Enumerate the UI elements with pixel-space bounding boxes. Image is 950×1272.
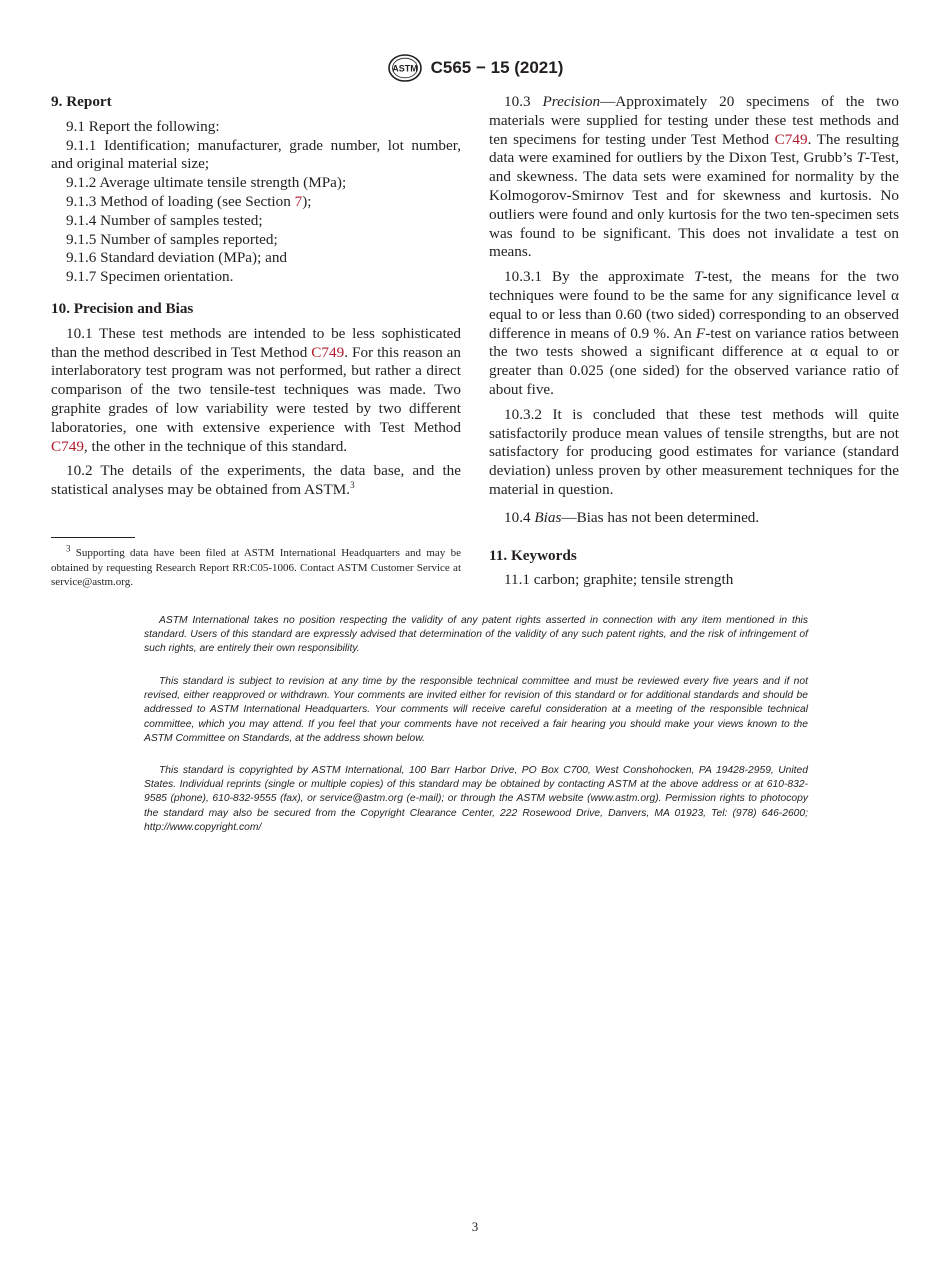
para-9-1-2: 9.1.2 Average ultimate tensile strength (MPa); <box>66 174 347 192</box>
footnote-number: 3 <box>66 543 71 554</box>
para-10-3-2: 10.3.2 It is concluded that these test methods will quite satisfactorily produce mean values of tensile strengths, but are not satisfactory for producing good estimates for variance (standard deviation) unless proven by other measurement techniques for the material in question. <box>489 405 899 498</box>
section-10-heading: 10. Precision and Bias <box>51 299 194 317</box>
para-10-3-1: 10.3.1 By the approximate T-test, the means for the two techniques were found to be the same for any significance level α equal to or less than 0.60 (two sided) corresponding to an observed difference in means of 0.9 %. An F-test on variance ratios between the two tests showed a significant difference at α equal to or greater than 0.025 (one sided) for the observed variance ratio of about five. <box>489 268 900 398</box>
section-9-heading: 9. Report <box>51 93 112 110</box>
right-column <box>489 93 899 590</box>
para-9-1-5: 9.1.5 Number of samples reported; <box>66 230 278 248</box>
para-9-1-6: 9.1.6 Standard deviation (MPa); and <box>66 249 288 267</box>
para-9-1-4: 9.1.4 Number of samples tested; <box>66 211 263 229</box>
para-9-1: 9.1 Report the following: <box>66 117 220 135</box>
footnote: $^3$ Supporting data have been filed at ASTM International Headquarters and may be obtained by requesting Research Report RR:C05-1006. Contact ASTM Customer Service at service@astm.org. <box>51 543 461 589</box>
para-9-1-3: 9.1.3 Method of loading (see Section 7); <box>66 192 312 210</box>
patent-notice: ASTM International takes no position respecting the validity of any patent rights asserted in connection with any item mentioned in this standard. Users of this standard are expressly advised that determination of the validity of any such patent rights, and the risk of infringement of such rights, are entirely their own responsibility. <box>144 615 808 655</box>
para-10-3: 10.3 Precision—Approximately 20 specimens of the two materials were supplied for testing under these test methods and ten specimens for testing under Test Method C749. The resulting data were examined for outliers by the Dixon Test, Grubb’s T-Test, and skewness. The data sets were examined for normality by the Kolmogorov-Smirnov Test and for skewness and kurtosis. No outliers were found and only kurtosis for the two ten-specimen sets was found to be significant. This does not invalidate a test on means. <box>489 93 900 261</box>
para-10-1: 10.1 These test methods are intended to be less sophisticated than the method described in Test Method C749. For this reason an interlaboratory test program was not performed, but rather a direct comparison of the two tensile-test techniques was made. Two graphite grades of low variability were tested by two different laboratories, one with extensive experience with Test Method C749, the other in the technique of this standard. <box>51 324 461 455</box>
para-9-1-7: 9.1.7 Specimen orientation. <box>66 268 234 286</box>
left-column <box>51 93 461 500</box>
para-11-1: 11.1 carbon; graphite; tensile strength <box>504 571 734 589</box>
para-9-1-1: 9.1.1 Identification; manufacturer, grade number, lot number, and original material size; <box>51 136 461 173</box>
logo-lettering: ASTM <box>391 63 418 74</box>
copyright-notice: This standard is copyrighted by ASTM International, 100 Barr Harbor Drive, PO Box C700, West Conshohocken, PA 19428-2959, United States. Individual reprints (single or multiple copies) of this standard may be obtained by contacting ASTM at the above address or at 610-832-9585 (phone), 610-832-9555 (fax), or service@astm.org (e-mail); or through the ASTM website (www.astm.org). Permission rights to photocopy the standard may also be secured from the Copyright Clearance Center, 222 Rosewood Drive, Danvers, MA 01923, Tel: (978) 646-2600; http://www.copyright.com/ <box>144 765 808 833</box>
para-10-2: 10.2 The details of the experiments, the data base, and the statistical analyses may be obtained from ASTM.$^3$ <box>51 462 461 499</box>
para-10-4: 10.4 Bias—Bias has not been determined. <box>504 508 760 526</box>
footnote-ref[interactable]: 3 <box>350 480 355 491</box>
section-11-heading: 11. Keywords <box>489 546 577 564</box>
c749-link[interactable]: C749 <box>311 343 345 361</box>
document-designation: C565 − 15 (2021) <box>430 58 564 77</box>
c749-link[interactable]: C749 <box>774 130 808 148</box>
footnote-rule <box>51 537 135 538</box>
astm-logo-icon <box>387 53 423 83</box>
page-header <box>0 52 950 84</box>
revision-notice: This standard is subject to revision at any time by the responsible technical committee and must be reviewed every five years and if not revised, either reapproved or withdrawn. Your comments are invited either for revision of this standard or for additional standards and should be addressed to ASTM International Headquarters. Your comments will receive careful consideration at a meeting of the responsible technical committee, which you may attend. If you feel that your comments have not received a fair hearing you should make your views known to the ASTM Committee on Standards, at the address shown below. <box>144 676 808 744</box>
c749-link[interactable]: C749 <box>51 437 84 455</box>
section-7-link[interactable]: 7 <box>294 192 303 210</box>
page-number: 3 <box>471 1219 479 1234</box>
